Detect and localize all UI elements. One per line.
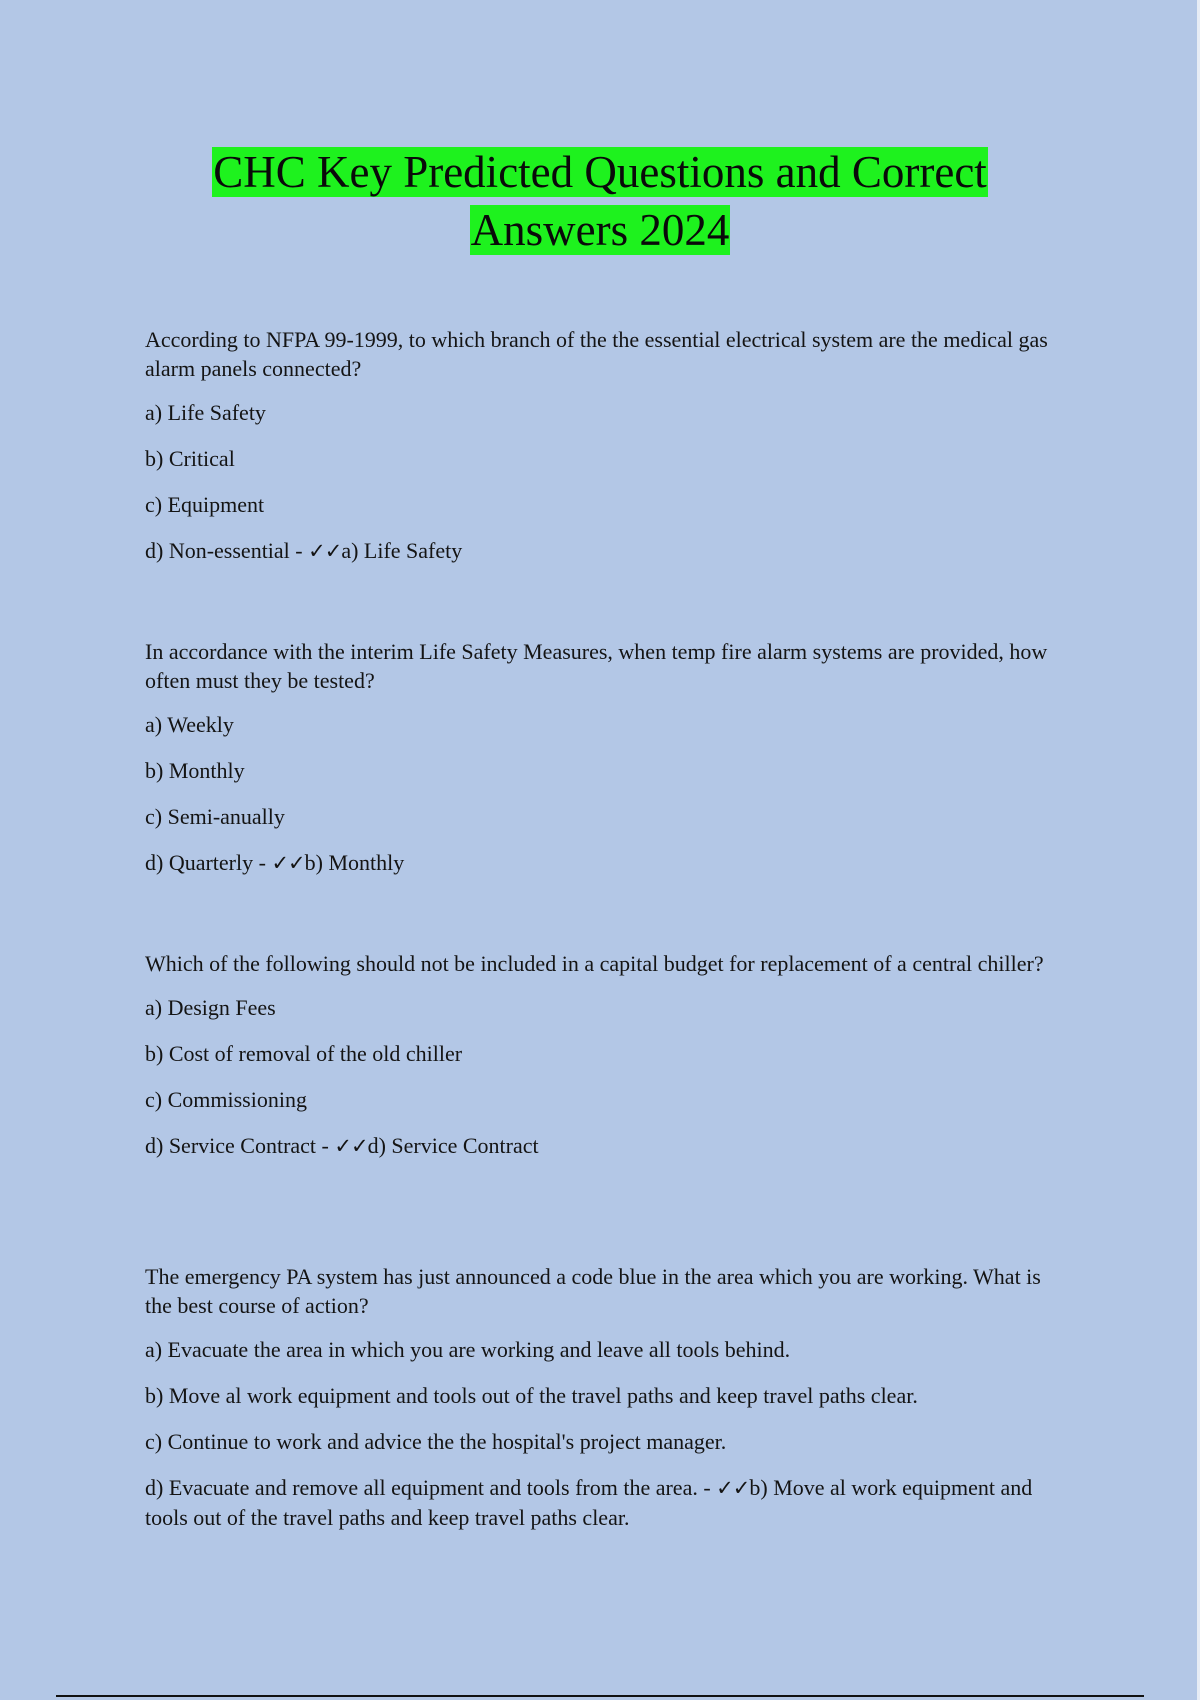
option-c: c) Equipment	[145, 492, 265, 517]
correct-answer: b) Move al work equipment and tools out of the travel paths and keep travel paths clear.	[145, 1475, 1033, 1530]
double-check-icon: ✓✓	[334, 1134, 368, 1158]
option-d: d) Non-essential -	[145, 538, 309, 563]
option-d-with-answer	[145, 1473, 1065, 1532]
option-d-with-answer	[145, 1131, 1065, 1161]
option-b: b) Monthly	[145, 758, 245, 783]
option-a: a) Design Fees	[145, 995, 276, 1020]
question-text: According to NFPA 99-1999, to which branch of the the essential electrical system are the medical gas alarm panels connected?	[145, 327, 1048, 381]
option-b: b) Move al work equipment and tools out of the travel paths and keep travel paths clear.	[145, 1383, 918, 1408]
option-a: a) Life Safety	[145, 400, 266, 425]
option-c: c) Semi-anually	[145, 804, 285, 829]
correct-answer: d) Service Contract	[367, 1133, 539, 1158]
question-block-4	[145, 1262, 1065, 1549]
double-check-icon: ✓✓	[716, 1476, 750, 1500]
page-bottom-rule	[56, 1695, 1144, 1697]
question-block-3	[145, 949, 1065, 1178]
option-b: b) Cost of removal of the old chiller	[145, 1041, 463, 1066]
correct-answer: b) Monthly	[304, 850, 405, 875]
option-d-with-answer	[145, 536, 1065, 566]
question-block-2	[145, 637, 1065, 895]
option-d: d) Quarterly -	[145, 850, 272, 875]
option-d: d) Evacuate and remove all equipment and tools from the area. -	[145, 1475, 717, 1500]
question-block-1	[145, 325, 1065, 583]
document-title	[80, 143, 1120, 259]
option-c: c) Continue to work and advice the the hospital's project manager.	[145, 1429, 727, 1454]
question-text: In accordance with the interim Life Safety Measures, when temp fire alarm systems are provided, how often must they be tested?	[145, 639, 1048, 693]
title-line-1: CHC Key Predicted Questions and Correct	[213, 147, 987, 197]
option-c: c) Commissioning	[145, 1087, 307, 1112]
option-a: a) Weekly	[145, 712, 234, 737]
correct-answer: a) Life Safety	[341, 538, 463, 563]
title-line-2: Answers 2024	[470, 205, 730, 255]
double-check-icon: ✓✓	[308, 539, 342, 563]
question-text: The emergency PA system has just announced a code blue in the area which you are working. What is the best course of action?	[145, 1264, 1041, 1318]
option-d-with-answer	[145, 848, 1065, 878]
double-check-icon: ✓✓	[271, 851, 305, 875]
question-text: Which of the following should not be included in a capital budget for replacement of a central chiller?	[145, 951, 1044, 976]
option-b: b) Critical	[145, 446, 235, 471]
option-a: a) Evacuate the area in which you are working and leave all tools behind.	[145, 1337, 791, 1362]
option-d: d) Service Contract -	[145, 1133, 335, 1158]
